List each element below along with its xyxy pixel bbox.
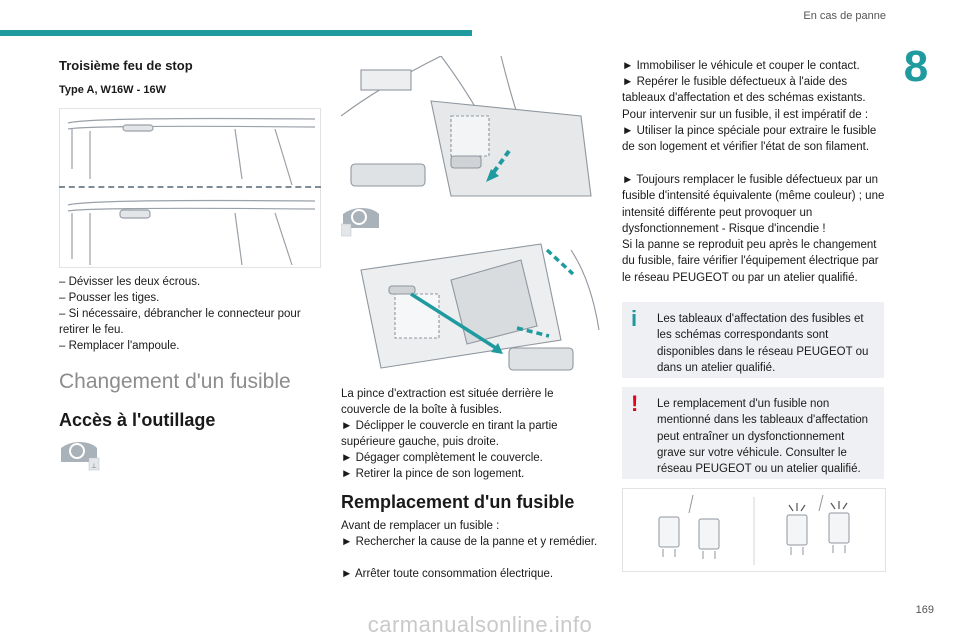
procedure-step-3: ► Utiliser la pince spéciale pour extraire le fusible de son logement et vérifier l'état de son filament. — [622, 125, 877, 154]
cover-step-2: ► Dégager complètement le couvercle. — [341, 452, 543, 464]
procedure-note: Pour intervenir sur un fusible, il est impératif de : — [622, 109, 869, 121]
watermark: carmanualsonline.info — [367, 612, 593, 637]
warning-box — [622, 387, 884, 479]
warning-icon: ! — [631, 391, 639, 416]
page-number: 169 — [915, 604, 934, 616]
info-icon: i — [631, 306, 638, 331]
procedure-step-2: ► Repérer le fusible défectueux à l'aide des tableaux d'affectation et des schémas existants. — [622, 76, 866, 105]
fuse-cover-figure — [341, 240, 603, 380]
brake-step-3: – Si nécessaire, débrancher le connecteur pour retirer le feu. — [59, 308, 301, 337]
brake-step-1: – Dévisser les deux écrous. — [59, 276, 201, 288]
section-header: En cas de panne — [803, 10, 886, 22]
before-replacing: Avant de remplacer un fusible : — [341, 520, 500, 532]
steering-wheel-icon — [59, 440, 103, 472]
fuse-replacement-title: Remplacement d'un fusible — [341, 492, 575, 512]
procedure-step-1: ► Immobiliser le véhicule et couper le contact. — [622, 60, 860, 72]
header-rule — [0, 30, 472, 36]
svg-text:⟂: ⟂ — [91, 463, 97, 470]
warning-text: Le remplacement d'un fusible non mentionné dans les tableaux d'affectation peut entraîner un dysfonctionnement grave sur votre véhicule. Consulter le réseau PEUGEOT ou un atelier qualifié. — [657, 398, 869, 476]
cover-step-3: ► Retirer la pince de son logement. — [341, 468, 525, 480]
bulb-type: Type A, W16W - 16W — [59, 84, 166, 96]
tool-access-title: Accès à l'outillage — [59, 410, 216, 430]
chapter-number: 8 — [903, 42, 929, 91]
before-step-1: ► Rechercher la cause de la panne et y remédier. — [341, 536, 598, 548]
brake-step-2: – Pousser les tiges. — [59, 292, 160, 304]
brake-light-illustration — [60, 109, 320, 267]
info-box — [622, 302, 884, 378]
figure-divider — [59, 186, 321, 188]
extractor-location: La pince d'extraction est située derrière le couvercle de la boîte à fusibles. — [341, 388, 554, 417]
brake-step-4: – Remplacer l'ampoule. — [59, 340, 180, 352]
before-step-2: ► Arrêter toute consommation électrique. — [341, 568, 554, 580]
procedure-followup: Si la panne se reproduit peu après le changement du fusible, faire vérifier l'équipement électrique par le réseau PEUGEOT ou par un atelier qualifié. — [622, 239, 879, 284]
third-brake-light-title: Troisième feu de stop — [59, 58, 193, 73]
fuse-change-title: Changement d'un fusible — [59, 370, 291, 393]
cover-step-1: ► Déclipper le couvercle en tirant la partie supérieure gauche, puis droite. — [341, 420, 558, 449]
brake-light-figure — [59, 108, 321, 268]
procedure-step-4: ► Toujours remplacer le fusible défectueux par un fusible d'intensité équivalente (même couleur) ; une intensité différente peut provoquer un dysfonctionnement - Risque d'incendie ! — [622, 174, 885, 235]
steering-wheel-icon — [341, 206, 385, 238]
dashboard-fuse-figure — [341, 56, 603, 198]
info-text: Les tableaux d'affectation des fusibles et les schémas correspondants sont disponibles dans le réseau PEUGEOT ou dans un atelier qualifié. — [657, 313, 869, 374]
fuse-condition-figure — [622, 488, 886, 572]
